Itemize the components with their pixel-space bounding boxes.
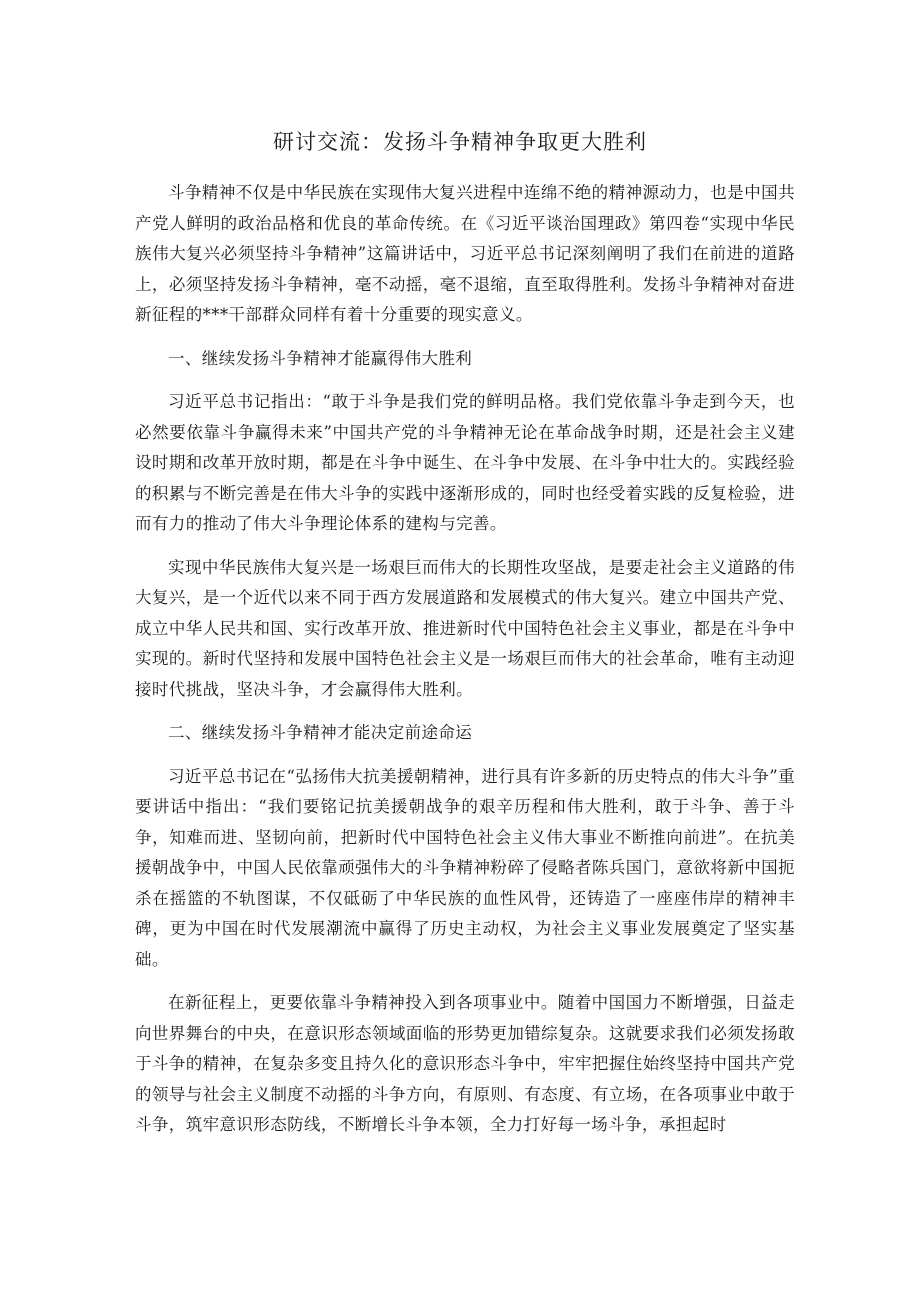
section-heading-2: 二、继续发扬斗争精神才能决定前途命运 bbox=[168, 723, 473, 742]
section-1-paragraph-2: 实现中华民族伟大复兴是一场艰巨而伟大的长期性攻坚战，是要走社会主义道路的伟大复兴，是一个近代以来不同于西方发展道路和发展模式的伟大复兴。建立中国共产党、成立中华人民共和国、实行改革开放、推进新时代中国特色社会主义事业，都是在斗争中实现的。新时代坚持和发展中国特色社会主义是一场艰巨而伟大的社会革命，唯有主动迎接时代挑战，坚决斗争，才会赢得伟大胜利。 bbox=[135, 557, 795, 699]
section-2-paragraph-1: 习近平总书记在“弘扬伟大抗美援朝精神，进行具有许多新的历史特点的伟大斗争”重要讲话中指出：“我们要铭记抗美援朝战争的艰辛历程和伟大胜利，敢于斗争、善于斗争，知难而进、坚韧向前，把新时代中国特色社会主义伟大事业不断推向前进”。在抗美援朝战争中，中国人民依靠顽强伟大的斗争精神粉碎了侵略者陈兵国门，意欲将新中国扼杀在摇篮的不轨图谋，不仅砥砺了中华民族的血性风骨，还铸造了一座座伟岸的精神丰碑，更为中国在时代发展潮流中赢得了历史主动权，为社会主义事业发展奠定了坚实基础。 bbox=[135, 766, 795, 969]
section-heading-1: 一、继续发扬斗争精神才能赢得伟大胜利 bbox=[168, 348, 473, 368]
document-title: 研讨交流：发扬斗争精神争取更大胜利 bbox=[273, 130, 647, 154]
section-1-paragraph-1: 习近平总书记指出：“敢于斗争是我们党的鲜明品格。我们党依靠斗争走到今天，也必然要依靠斗争赢得未来”中国共产党的斗争精神无论在革命战争时期，还是社会主义建设时期和改革开放时期，都是在斗争中诞生、在斗争中发展、在斗争中壮大的。实践经验的积累与不断完善是在伟大斗争的实践中逐渐形成的，同时也经受着实践的反复检验，进而有力的推动了伟大斗争理论体系的建构与完善。 bbox=[135, 392, 795, 533]
section-2-paragraph-2: 在新征程上，更要依靠斗争精神投入到各项事业中。随着中国国力不断增强，日益走向世界舞台的中央，在意识形态领域面临的形势更加错综复杂。这就要求我们必须发扬敢于斗争的精神，在复杂多变且持久化的意识形态斗争中，牢牢把握住始终坚持中国共产党的领导与社会主义制度不动摇的斗争方向，有原则、有态度、有立场，在各项事业中敢于斗争，筑牢意识形态防线，不断增长斗争本领，全力打好每一场斗争，承担起时 bbox=[135, 993, 795, 1134]
document-body bbox=[135, 178, 795, 1154]
intro-paragraph: 斗争精神不仅是中华民族在实现伟大复兴进程中连绵不绝的精神源动力，也是中国共产党人鲜明的政治品格和优良的革命传统。在《习近平谈治国理政》第四卷“实现中华民族伟大复兴必须坚持斗争精神”这篇讲话中，习近平总书记深刻阐明了我们在前进的道路上，必须坚持发扬斗争精神，毫不动摇，毫不退缩，直至取得胜利。发扬斗争精神对奋进新征程的***干部群众同样有着十分重要的现实意义。 bbox=[135, 183, 795, 324]
